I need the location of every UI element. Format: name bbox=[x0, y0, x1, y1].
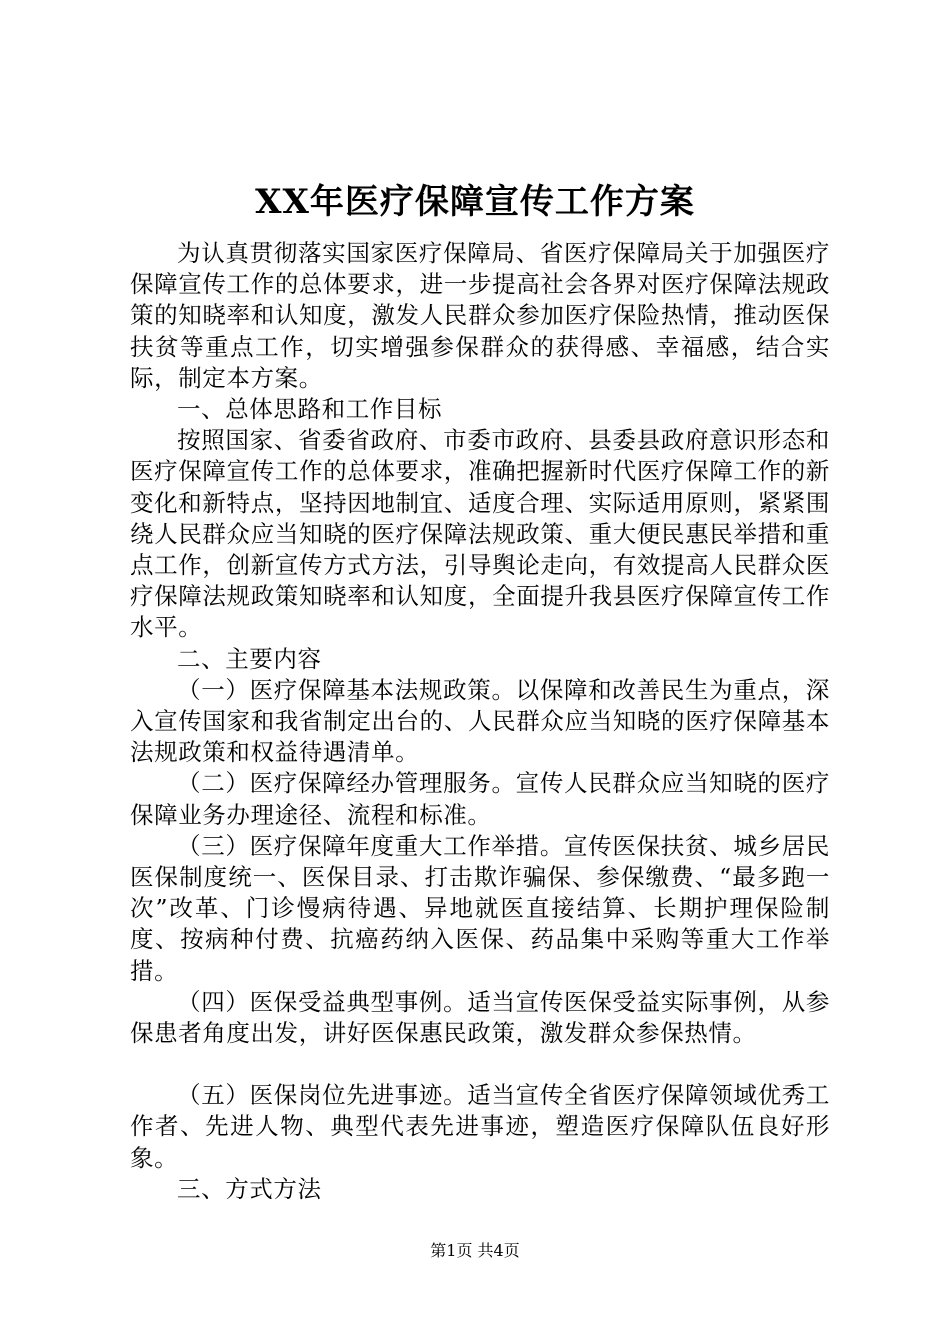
paragraph-section-1: 按照国家、省委省政府、市委市政府、县委县政府意识形态和医疗保障宣传工作的总体要求，准确把握新时代医疗保障工作的新变化和新特点，坚持因地制宜、适度合理、实际适用原则，紧紧围绕人民群众应当知晓的医疗保障法规政策、重大便民惠民举措和重点工作，创新宣传方式方法，引导舆论走向，有效提高人民群众医疗保障法规政策知晓率和认知度，全面提升我县医疗保障宣传工作水平。 bbox=[130, 426, 830, 642]
section-heading-1: 一、总体思路和工作目标 bbox=[177, 395, 443, 424]
paragraph-item-3: （三）医疗保障年度重大工作举措。宣传医保扶贫、城乡居民医保制度统一、医保目录、打击欺诈骗保、参保缴费、“最多跑一次”改革、门诊慢病待遇、异地就医直接结算、长期护理保险制度、按病种付费、抗癌药纳入医保、药品集中采购等重大工作举措。 bbox=[130, 831, 830, 985]
paragraph-item-2: （二）医疗保障经办管理服务。宣传人民群众应当知晓的医疗保障业务办理途径、流程和标准。 bbox=[130, 769, 830, 829]
document-title: XX年医疗保障宣传工作方案 bbox=[255, 182, 695, 222]
section-heading-2: 二、主要内容 bbox=[177, 644, 322, 673]
paragraph-intro: 为认真贯彻落实国家医疗保障局、省医疗保障局关于加强医疗保障宣传工作的总体要求，进一步提高社会各界对医疗保障法规政策的知晓率和认知度，激发人民群众参加医疗保险热情，推动医保扶贫等重点工作，切实增强参保群众的获得感、幸福感，结合实际，制定本方案。 bbox=[130, 239, 830, 392]
page-footer: 第1页 共4页 bbox=[430, 1241, 520, 1260]
paragraph-item-4: （四）医保受益典型事例。适当宣传医保受益实际事例，从参保患者角度出发，讲好医保惠民政策，激发群众参保热情。 bbox=[130, 987, 830, 1048]
section-heading-3: 三、方式方法 bbox=[177, 1174, 322, 1203]
document-body bbox=[130, 238, 830, 1205]
paragraph-item-5: （五）医保岗位先进事迹。适当宣传全省医疗保障领域优秀工作者、先进人物、典型代表先进事迹，塑造医疗保障队伍良好形象。 bbox=[130, 1081, 830, 1172]
paragraph-item-1: （一）医疗保障基本法规政策。以保障和改善民生为重点，深入宣传国家和我省制定出台的、人民群众应当知晓的医疗保障基本法规政策和权益待遇清单。 bbox=[130, 675, 830, 767]
